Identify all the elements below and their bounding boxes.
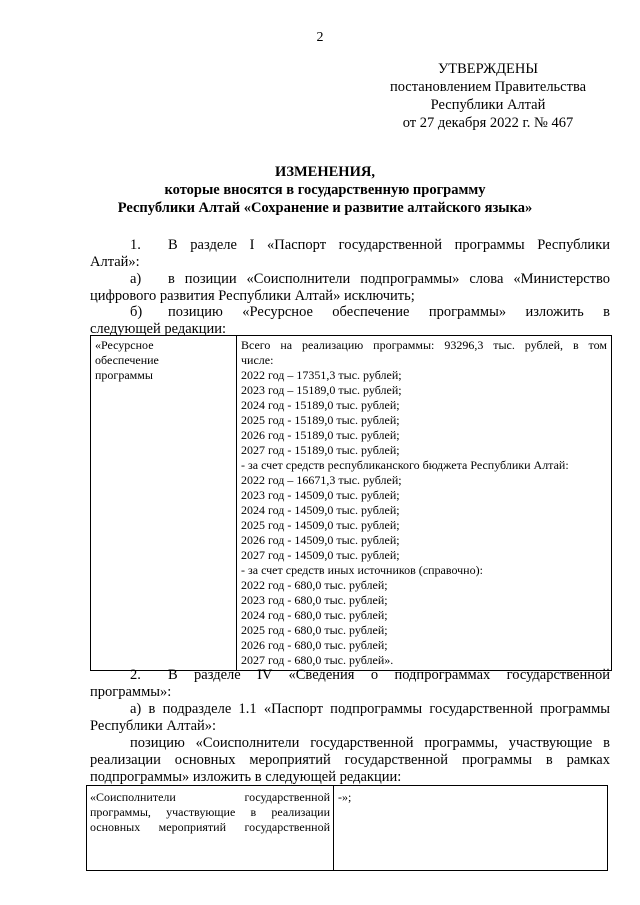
cell-line: 2027 год - 15189,0 тыс. рублей; bbox=[241, 443, 400, 457]
cell-line: 2024 год - 680,0 тыс. рублей; bbox=[241, 608, 388, 622]
cell-line: 2024 год - 14509,0 тыс. рублей; bbox=[241, 503, 400, 517]
paragraph-b bbox=[90, 304, 610, 338]
coexecutors-label-cell bbox=[87, 786, 334, 871]
item-text: В разделе IV «Сведения о подпрограммах государственной bbox=[168, 667, 610, 683]
document-title bbox=[90, 163, 560, 217]
paragraph-line bbox=[90, 237, 610, 254]
item-number: б) bbox=[130, 304, 143, 320]
paragraph-line: подпрограммы» изложить в следующей редакции: bbox=[90, 769, 402, 785]
resource-values-cell bbox=[237, 336, 612, 671]
paragraph-2 bbox=[90, 667, 610, 701]
cell-line: Всего на реализацию программы: 93296,3 тыс. рублей, в том bbox=[241, 338, 607, 352]
cell-line: - за счет средств иных источников (справочно): bbox=[241, 563, 483, 577]
cell-line: 2022 год – 17351,3 тыс. рублей; bbox=[241, 368, 402, 382]
coexecutors-table bbox=[86, 785, 608, 871]
paragraph-line: цифрового развития Республики Алтай» исключить; bbox=[90, 288, 415, 304]
cell-line: 2024 год - 15189,0 тыс. рублей; bbox=[241, 398, 400, 412]
page-number: 2 bbox=[316, 30, 324, 45]
cell-line: «Соисполнители государственной bbox=[90, 790, 330, 804]
paragraph-line: Республики Алтай»: bbox=[90, 718, 217, 734]
cell-line: 2026 год - 14509,0 тыс. рублей; bbox=[241, 533, 400, 547]
paragraph-line: а) в подразделе 1.1 «Паспорт подпрограммы государственной программы bbox=[130, 701, 610, 717]
cell-line: числе: bbox=[241, 353, 274, 367]
paragraph-line bbox=[90, 667, 610, 684]
cell-line: 2027 год - 680,0 тыс. рублей». bbox=[241, 653, 394, 667]
cell-line: 2026 год - 680,0 тыс. рублей; bbox=[241, 638, 388, 652]
title-line: Республики Алтай «Сохранение и развитие алтайского языка» bbox=[117, 200, 533, 216]
cell-line: обеспечение bbox=[95, 353, 159, 367]
approval-line: от 27 декабря 2022 г. № 467 bbox=[402, 115, 574, 131]
paragraph-2a bbox=[90, 701, 610, 735]
paragraph-line: реализации основных мероприятий государственной программы в рамках bbox=[90, 752, 610, 768]
cell-value: -»; bbox=[338, 790, 352, 804]
item-text: В разделе I «Паспорт государственной программы Республики bbox=[168, 237, 610, 253]
paragraph-1 bbox=[90, 237, 610, 271]
cell-line: 2022 год – 16671,3 тыс. рублей; bbox=[241, 473, 402, 487]
cell-line: 2022 год - 680,0 тыс. рублей; bbox=[241, 578, 388, 592]
paragraph-line: программы»: bbox=[90, 684, 172, 700]
paragraph-line bbox=[90, 304, 610, 321]
table-row bbox=[91, 336, 612, 671]
cell-line: 2023 год - 14509,0 тыс. рублей; bbox=[241, 488, 400, 502]
title-line: которые вносятся в государственную программу bbox=[164, 182, 486, 198]
cell-line: основных мероприятий государственной bbox=[90, 820, 330, 834]
title-line: ИЗМЕНЕНИЯ, bbox=[275, 164, 375, 180]
cell-line: программы, участвующие в реализации bbox=[90, 805, 330, 819]
paragraph-position bbox=[90, 735, 610, 786]
cell-line: 2027 год - 14509,0 тыс. рублей; bbox=[241, 548, 400, 562]
approval-heading: УТВЕРЖДЕНЫ bbox=[437, 61, 539, 77]
approval-block bbox=[378, 60, 598, 132]
cell-line: 2025 год - 14509,0 тыс. рублей; bbox=[241, 518, 400, 532]
item-text: позицию «Ресурсное обеспечение программы» изложить в bbox=[168, 304, 610, 320]
cell-line: 2023 год – 15189,0 тыс. рублей; bbox=[241, 383, 402, 397]
cell-line: 2023 год - 680,0 тыс. рублей; bbox=[241, 593, 388, 607]
cell-line: «Ресурсное bbox=[95, 338, 154, 352]
cell-line: 2025 год - 15189,0 тыс. рублей; bbox=[241, 413, 400, 427]
item-number: 2. bbox=[130, 667, 141, 683]
item-text: в позиции «Соисполнители подпрограммы» слова «Министерство bbox=[168, 271, 610, 287]
coexecutors-value-cell bbox=[334, 786, 608, 871]
paragraph-line: позицию «Соисполнители государственной программы, участвующие в bbox=[130, 735, 610, 751]
table-row bbox=[87, 786, 608, 871]
item-number: а) bbox=[130, 271, 142, 287]
cell-line: 2025 год - 680,0 тыс. рублей; bbox=[241, 623, 388, 637]
cell-line: программы bbox=[95, 368, 153, 382]
resource-table bbox=[90, 335, 612, 671]
approval-line: Республики Алтай bbox=[430, 97, 546, 113]
paragraph-line: следующей редакции: bbox=[90, 321, 227, 337]
cell-line: - за счет средств республиканского бюджета Республики Алтай: bbox=[241, 458, 569, 472]
cell-line: 2026 год - 15189,0 тыс. рублей; bbox=[241, 428, 400, 442]
resource-label-cell bbox=[91, 336, 237, 671]
approval-line: постановлением Правительства bbox=[389, 79, 587, 95]
item-number: 1. bbox=[130, 237, 141, 253]
paragraph-line: Алтай»: bbox=[90, 254, 140, 270]
paragraph-line bbox=[90, 271, 610, 288]
paragraph-a bbox=[90, 271, 610, 305]
